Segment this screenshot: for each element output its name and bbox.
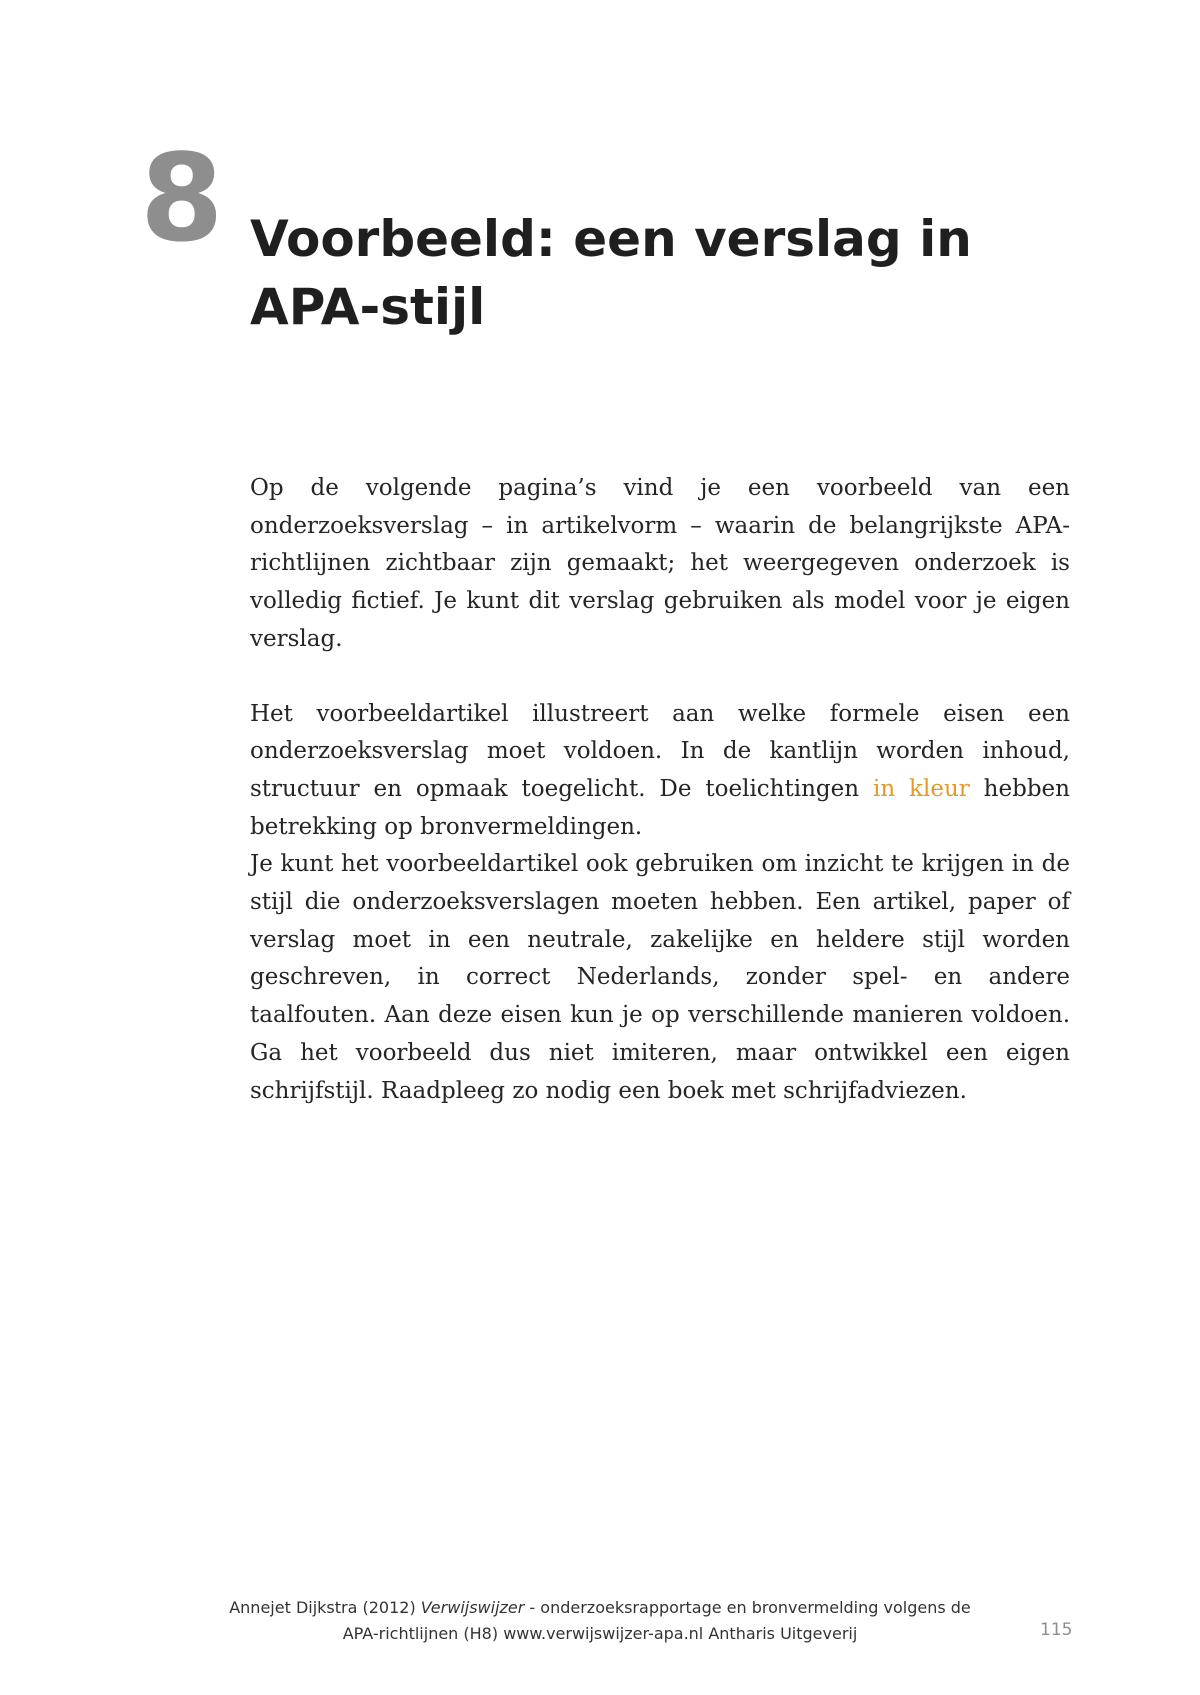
paragraph-illustration-text-start: Het voorbeeldartikel illustreert aan welke formele eisen een onderzoeksverslag moet voldoen. In de kantlijn worden inhoud, structuur en opmaak toegelicht. De toelichtingen <box>250 700 1070 802</box>
page-number: 115 <box>1040 1620 1073 1640</box>
footer-author-year: Annejet Dijkstra (2012) <box>229 1598 416 1617</box>
paragraph-illustration-text-end: hebben betrekking op bronvermeldingen. <box>250 775 1070 840</box>
body-text <box>250 470 1070 1110</box>
highlighted-phrase: in kleur <box>872 775 970 802</box>
footer-line-2: APA-richtlijnen (H8) www.verwijswijzer-apa.nl Antharis Uitgeverij <box>342 1624 858 1643</box>
chapter-number: 8 <box>140 130 224 269</box>
footer-book-title: Verwijswijzer <box>420 1598 525 1617</box>
footer-line-1 <box>200 1595 1000 1621</box>
paragraph-illustration <box>250 696 1070 847</box>
page-footer <box>200 1595 1000 1647</box>
paragraph-intro: Op de volgende pagina’s vind je een voorbeeld van een onderzoeksverslag – in artikelvorm – waarin de belangrijkste APA-richtlijnen zichtbaar zijn gemaakt; het weergegeven onderzoek is volledig fictief. Je kunt dit verslag gebruiken als model voor je eigen verslag. <box>250 475 1070 652</box>
paragraph-style: Je kunt het voorbeeldartikel ook gebruiken om inzicht te krijgen in de stijl die onderzoeksverslagen moeten hebben. Een artikel, paper of verslag moet in een neutrale, zakelijke en heldere stijl worden geschreven, in correct Nederlands, zonder spel- en andere taalfouten. Aan deze eisen kun je op verschillende manieren voldoen. Ga het voorbeeld dus niet imiteren, maar ontwikkel een eigen schrijfstijl. Raadpleeg zo nodig een boek met schrijfadviezen. <box>250 851 1070 1104</box>
chapter-title: Voorbeeld: een verslag in APA-stijl <box>250 210 972 336</box>
footer-subtitle: - onderzoeksrapportage en bronvermelding volgens de <box>524 1598 971 1617</box>
